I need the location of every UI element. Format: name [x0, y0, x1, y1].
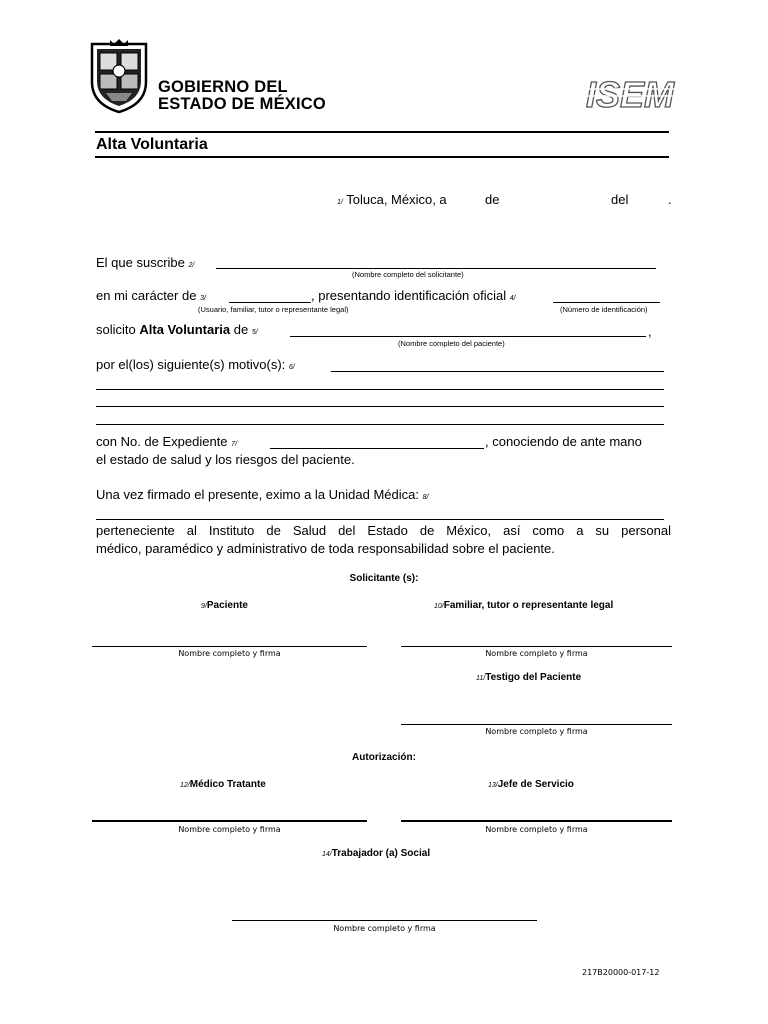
p5-label-b: , conociendo de ante mano — [485, 434, 642, 449]
p7-line2: médico, paramédico y administrativo de toda responsabilidad sobre el paciente. — [96, 541, 555, 556]
coat-of-arms-logo — [86, 38, 152, 114]
date-end: . — [668, 192, 672, 207]
trabajador-sig-caption: Nombre completo y firma — [333, 924, 436, 933]
p2-fill-line-b[interactable] — [553, 302, 660, 303]
paciente-sig-line[interactable] — [92, 646, 367, 647]
date-del: del — [611, 192, 629, 207]
p2-caption-a: (Usuario, familiar, tutor o representante legal) — [198, 305, 349, 314]
p3-fill-line[interactable] — [290, 336, 646, 337]
jefe-label: 13/Jefe de Servicio — [488, 779, 574, 790]
testigo-label: 11/Testigo del Paciente — [476, 672, 582, 683]
p1-caption: (Nombre completo del solicitante) — [352, 270, 464, 279]
p3-end: , — [648, 324, 652, 339]
p2-caption-b: (Número de identificación) — [560, 305, 648, 314]
p1-label: El que suscribe 2/ — [96, 255, 195, 270]
familiar-label: 10/Familiar, tutor o representante legal — [434, 600, 614, 611]
autorizacion-heading: Autorización: — [352, 752, 416, 763]
p6-label: Una vez firmado el presente, eximo a la Unidad Médica: 8/ — [96, 487, 429, 502]
p4-fill-line-0[interactable] — [331, 371, 664, 372]
p2-label-a: en mi carácter de 3/ — [96, 288, 206, 303]
gov-line1: GOBIERNO DEL — [158, 78, 288, 96]
page-title: Alta Voluntaria — [96, 136, 208, 153]
paciente-sig-caption: Nombre completo y firma — [178, 649, 281, 658]
jefe-sig-caption: Nombre completo y firma — [485, 825, 588, 834]
p2-fill-line-a[interactable] — [229, 302, 311, 303]
p2-label-b: , presentando identificación oficial 4/ — [311, 288, 516, 303]
p4-fill-line-3[interactable] — [96, 424, 664, 425]
medico-sig-caption: Nombre completo y firma — [178, 825, 281, 834]
jefe-sig-line[interactable] — [401, 820, 672, 822]
p5-label-a: con No. de Expediente 7/ — [96, 434, 238, 449]
trabajador-label: 14/Trabajador (a) Social — [322, 848, 431, 859]
p6-fill-line[interactable] — [96, 519, 664, 520]
paciente-label: 9/Paciente — [201, 600, 248, 611]
familiar-sig-line[interactable] — [401, 646, 672, 647]
trabajador-sig-line[interactable] — [232, 920, 537, 921]
p4-fill-line-2[interactable] — [96, 406, 664, 407]
num-1: 1/ — [337, 199, 343, 206]
title-rule-bottom — [95, 156, 669, 158]
p7-line1: perteneciente al Instituto de Salud del Estado de México, así como a su personal — [96, 523, 671, 538]
isem-logo — [575, 74, 685, 114]
gov-line2: ESTADO DE MÉXICO — [158, 95, 326, 113]
p1-fill-line[interactable] — [216, 268, 656, 269]
medico-sig-line[interactable] — [92, 820, 367, 822]
date-line — [337, 192, 447, 207]
svg-text:ISEM: ISEM — [585, 74, 675, 114]
date-de: de — [485, 192, 500, 207]
form-code: 217B20000-017-12 — [582, 968, 660, 977]
p4-fill-line-1[interactable] — [96, 389, 664, 390]
p3-label: solicito Alta Voluntaria de 5/ — [96, 322, 258, 337]
p5-label-c: el estado de salud y los riesgos del paciente. — [96, 452, 355, 467]
testigo-sig-line[interactable] — [401, 724, 672, 725]
testigo-sig-caption: Nombre completo y firma — [485, 727, 588, 736]
title-rule-top — [95, 131, 669, 133]
date-place: Toluca, México, a — [346, 192, 447, 207]
p5-fill-line[interactable] — [270, 448, 484, 449]
p3-caption: (Nombre completo del paciente) — [398, 339, 505, 348]
p4-label: por el(los) siguiente(s) motivo(s): 6/ — [96, 357, 295, 372]
familiar-sig-caption: Nombre completo y firma — [485, 649, 588, 658]
solicitante-heading: Solicitante (s): — [349, 573, 419, 584]
medico-label: 12/Médico Tratante — [180, 779, 266, 790]
